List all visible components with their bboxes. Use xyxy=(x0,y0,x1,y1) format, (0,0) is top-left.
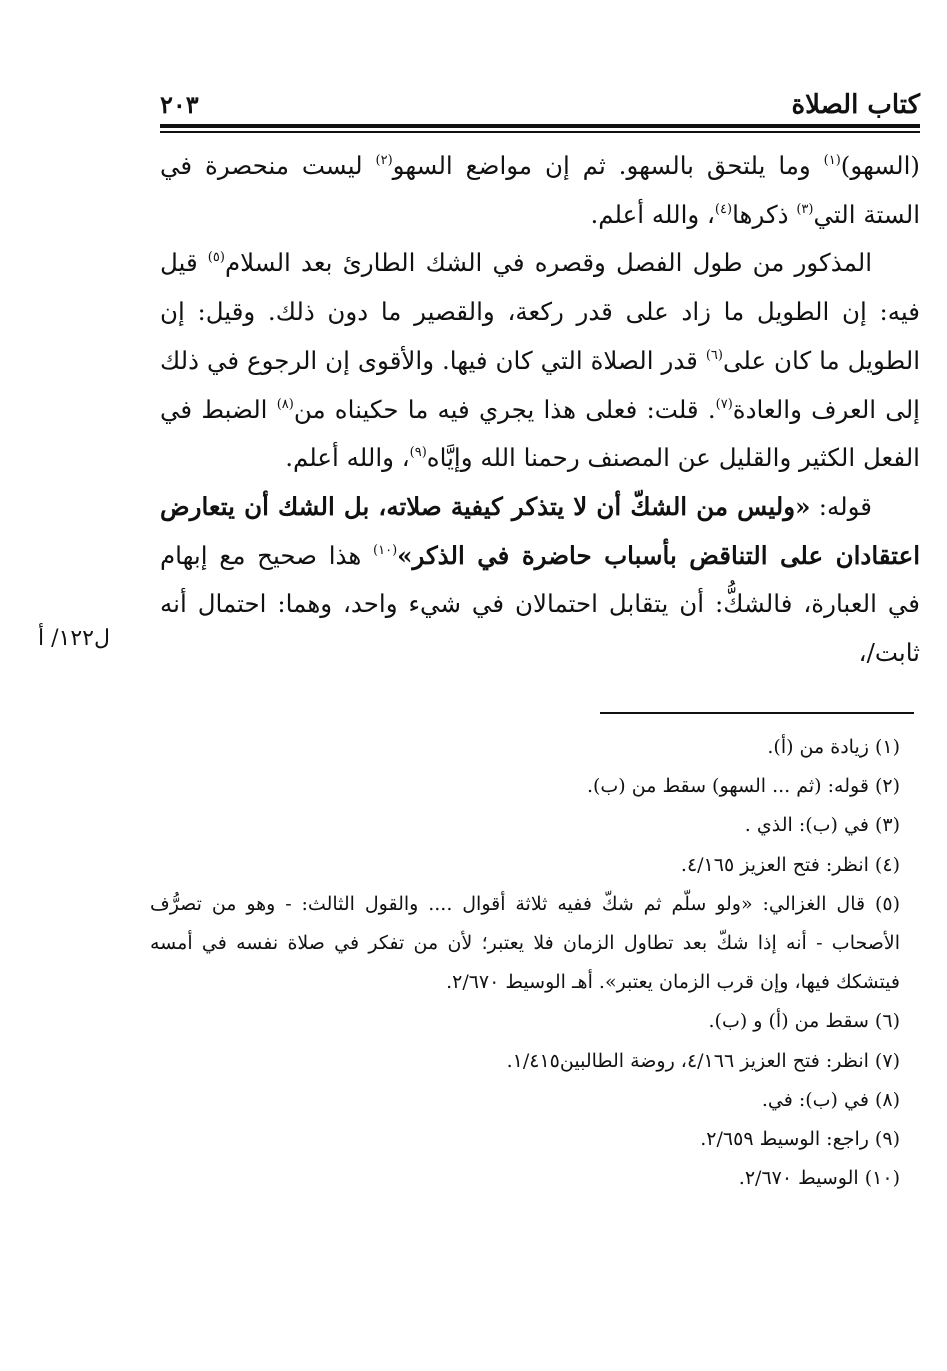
footnote-ref: (٧) xyxy=(715,396,733,412)
footnote-5: (٥) قال الغزالي: «ولو سلّم ثم شكّ ففيه ثلاثة أقوال .... والقول الثالث: - وهو من تصرُّف الأصحاب - أنه إذا شكّ بعد تطاول الزمان فلا يعتبر؛ لأن من تفكر في صلاة نفسه في أمسه فيتشكك فيها، وإن قرب الزمان يعتبر». أهـ الوسيط ٢/٦٧٠. xyxy=(150,892,900,994)
text-run: قوله: xyxy=(810,491,873,521)
text-run: ، والله أعلم. xyxy=(590,199,715,229)
footnote-ref: (٦) xyxy=(705,347,723,363)
footnote-ref: (٩) xyxy=(409,445,427,461)
text-run: ذكرها xyxy=(732,199,797,229)
running-title: كتاب الصلاة xyxy=(791,90,920,120)
footnote-6: (٦) سقط من (أ) و (ب). xyxy=(708,1010,900,1033)
footnote-3: (٣) في (ب): الذي . xyxy=(744,814,900,837)
footnote-2: (٢) قوله: (ثم ... السهو) سقط من (ب). xyxy=(586,775,900,798)
quoted-text: «وليس من الشكّ أن لا يتذكر كيفية صلاته، بل الشك أن يتعارض اعتقادان على التناقض بأسباب حاضرة في الذكر» xyxy=(160,491,920,570)
footnotes xyxy=(150,728,900,1198)
footnote-4: (٤) انظر: فتح العزيز ٤/١٦٥. xyxy=(680,853,900,876)
text-run: ، والله أعلم. xyxy=(285,443,410,473)
text-run: قدر الصلاة التي كان فيها. والأقوى إن الرجوع في ذلك إلى العرف والعادة xyxy=(160,345,920,424)
footnote-ref: (١) xyxy=(823,153,841,168)
footnote-ref: (١٠) xyxy=(373,542,398,558)
text-run: (السهو) xyxy=(840,151,920,180)
text-run: الضبط في الفعل الكثير والقليل عن المصنف رحمنا الله وإيَّاه xyxy=(160,394,920,473)
footnote-10: (١٠) الوسيط ٢/٦٧٠. xyxy=(738,1167,900,1190)
text-run: وما يلتحق بالسهو. ثم إن مواضع السهو xyxy=(392,151,824,180)
paragraph-3 xyxy=(160,483,920,678)
page-number: ٢٠٣ xyxy=(160,90,199,119)
text-run: ليست منحصرة في الستة التي xyxy=(160,151,920,229)
paragraph-1 xyxy=(160,142,920,239)
page-header xyxy=(160,88,920,122)
text-run: المذكور من طول الفصل وقصره في الشك الطارئ بعد السلام xyxy=(224,248,873,278)
text-run: هذا صحيح مع إبهام في العبارة، فالشكُّ: أن يتقابل احتمالان في شيء واحد، وهما: احتمال أنه ثابت/، xyxy=(160,540,920,668)
footnote-ref: (٨) xyxy=(276,396,294,412)
header-rule-thick xyxy=(160,124,920,128)
footnote-ref: (٤) xyxy=(714,201,733,217)
footnote-ref: (٢) xyxy=(375,153,393,168)
main-text xyxy=(160,142,920,678)
footnote-1: (١) زيادة من (أ). xyxy=(767,736,900,758)
footnote-7: (٧) انظر: فتح العزيز ٤/١٦٦، روضة الطالبين١/٤١٥. xyxy=(506,1049,900,1072)
text-run: . قلت: فعلى هذا يجري فيه ما حكيناه من xyxy=(293,394,716,424)
footnote-ref: (٥) xyxy=(207,250,225,266)
text-run: قيل فيه: إن الطويل ما زاد على قدر ركعة، والقصير ما دون ذلك. وقيل: إن الطويل ما كان على xyxy=(160,248,921,375)
footnote-8: (٨) في (ب): في. xyxy=(761,1088,900,1111)
header-rule-thin xyxy=(160,131,920,133)
footnote-ref: (٣) xyxy=(796,201,814,217)
footnote-9: (٩) راجع: الوسيط ٢/٦٥٩. xyxy=(700,1128,900,1151)
paragraph-2 xyxy=(160,239,920,483)
footnote-separator xyxy=(600,712,914,714)
manuscript-folio-note: ل١٢٢/ أ xyxy=(38,626,110,651)
